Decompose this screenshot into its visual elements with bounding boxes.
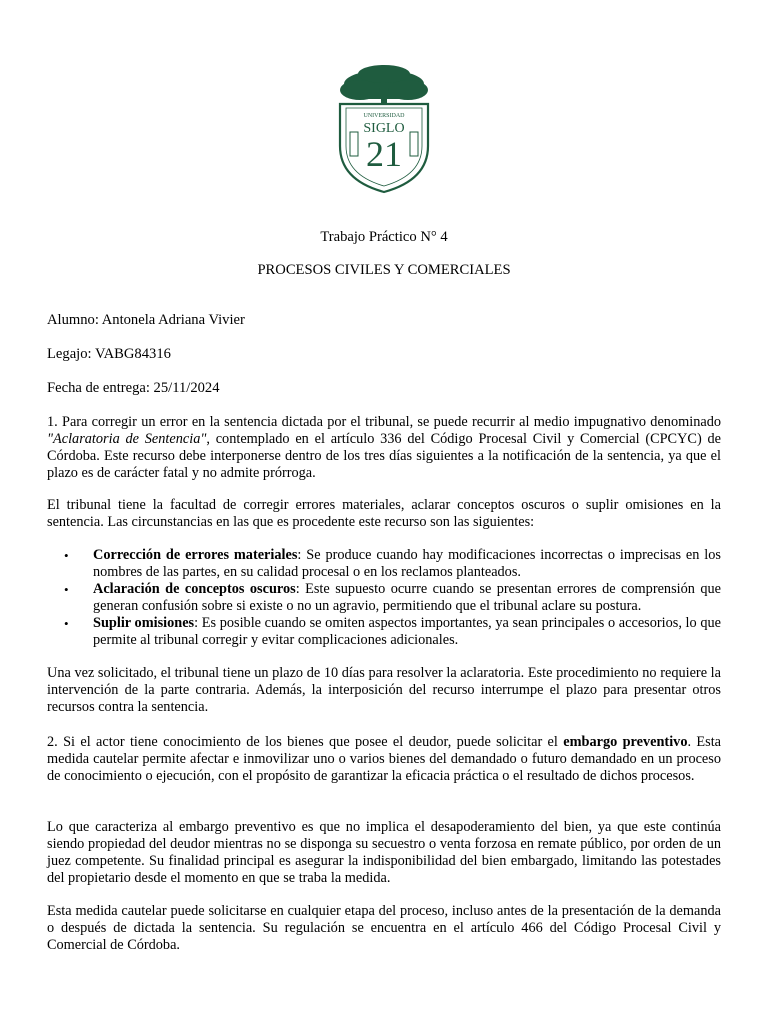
logo-top-text: UNIVERSIDAD bbox=[363, 113, 405, 119]
paragraph-4: 2. Si el actor tiene conocimiento de los bienes que posee el deudor, puede solicitar el embargo preventivo. Esta medida cautelar permite afectar e inmovilizar uno o varios bienes del demandado o futuro demandado en un proceso de conocimiento o ejecución, con el propósito de garantizar la eficacia práctica o el resultado de dichos procesos. bbox=[47, 734, 722, 784]
emphasis-aclaratoria: "Aclaratoria de Sentencia" bbox=[47, 431, 207, 447]
emphasis-embargo: embargo preventivo bbox=[563, 734, 688, 750]
student-legajo: Legajo: VABG84316 bbox=[47, 346, 171, 362]
student-name: Alumno: Antonela Adriana Vivier bbox=[47, 312, 245, 328]
logo-number: 21 bbox=[366, 134, 402, 174]
document-title: Trabajo Práctico N° 4 bbox=[320, 229, 448, 245]
bullet-icon: • bbox=[64, 616, 69, 631]
paragraph-6: Esta medida cautelar puede solicitarse en cualquier etapa del proceso, incluso antes de la presentación de la demanda o después de dictada la sentencia. Su regulación se encuentra en el artículo 466 del Código Procesal Civil y Comercial de Córdoba. bbox=[47, 903, 721, 953]
bullet-icon: • bbox=[64, 548, 69, 563]
paragraph-3: Una vez solicitado, el tribunal tiene un plazo de 10 días para resolver la aclaratoria. Este procedimiento no requiere la intervención de la parte contraria. Además, la interposición del recurso interrumpe el plazo para presentar otros recursos contra la sentencia. bbox=[47, 665, 721, 715]
bullet-list bbox=[47, 547, 721, 649]
list-item: • Corrección de errores materiales: Se produce cuando hay modificaciones incorrectas o imprecisas en los nombres de las partes, en su calidad procesal o en los reclamos planteados. bbox=[64, 547, 721, 580]
bullet-icon: • bbox=[64, 582, 69, 597]
document-subject: PROCESOS CIVILES Y COMERCIALES bbox=[257, 262, 511, 278]
delivery-date: Fecha de entrega: 25/11/2024 bbox=[47, 380, 220, 396]
list-item: • Aclaración de conceptos oscuros: Este supuesto ocurre cuando se presentan errores de comprensión que generan confusión sobre si existe o no un agravio, permitiendo que el tribunal aclare su postura. bbox=[64, 581, 721, 614]
list-item: • Suplir omisiones: Es posible cuando se omiten aspectos importantes, ya sean principales o accesorios, lo que permite al tribunal corregir y evitar complicaciones adicionales. bbox=[64, 615, 721, 648]
logo-name: SIGLO bbox=[363, 121, 405, 136]
paragraph-1: 1. Para corregir un error en la sentencia dictada por el tribunal, se puede recurrir al medio impugnativo denominado "Aclaratoria de Sentencia", contemplado en el artículo 336 del Código Procesal Civil y Comercial (CPCYC) de Córdoba. Este recurso debe interponerse dentro de los tres días siguientes a la notificación de la sentencia, ya que el plazo es de carácter fatal y no admite prórroga. bbox=[47, 414, 721, 481]
paragraph-2: El tribunal tiene la facultad de corregir errores materiales, aclarar conceptos oscuros o suplir omisiones en la sentencia. Las circunstancias en las que es procedente este recurso son las siguientes: bbox=[47, 497, 721, 530]
university-logo bbox=[326, 62, 442, 196]
paragraph-5: Lo que caracteriza al embargo preventivo es que no implica el desapoderamiento del bien, ya que este continúa siendo propiedad del deudor mientras no se disponga su secuestro o venta forzosa en remate público, por orden de un juez competente. Su finalidad principal es asegurar la indisponibilidad del bien embargado, limitando las potestades del propietario desde el momento en que se traba la medida. bbox=[47, 819, 721, 886]
